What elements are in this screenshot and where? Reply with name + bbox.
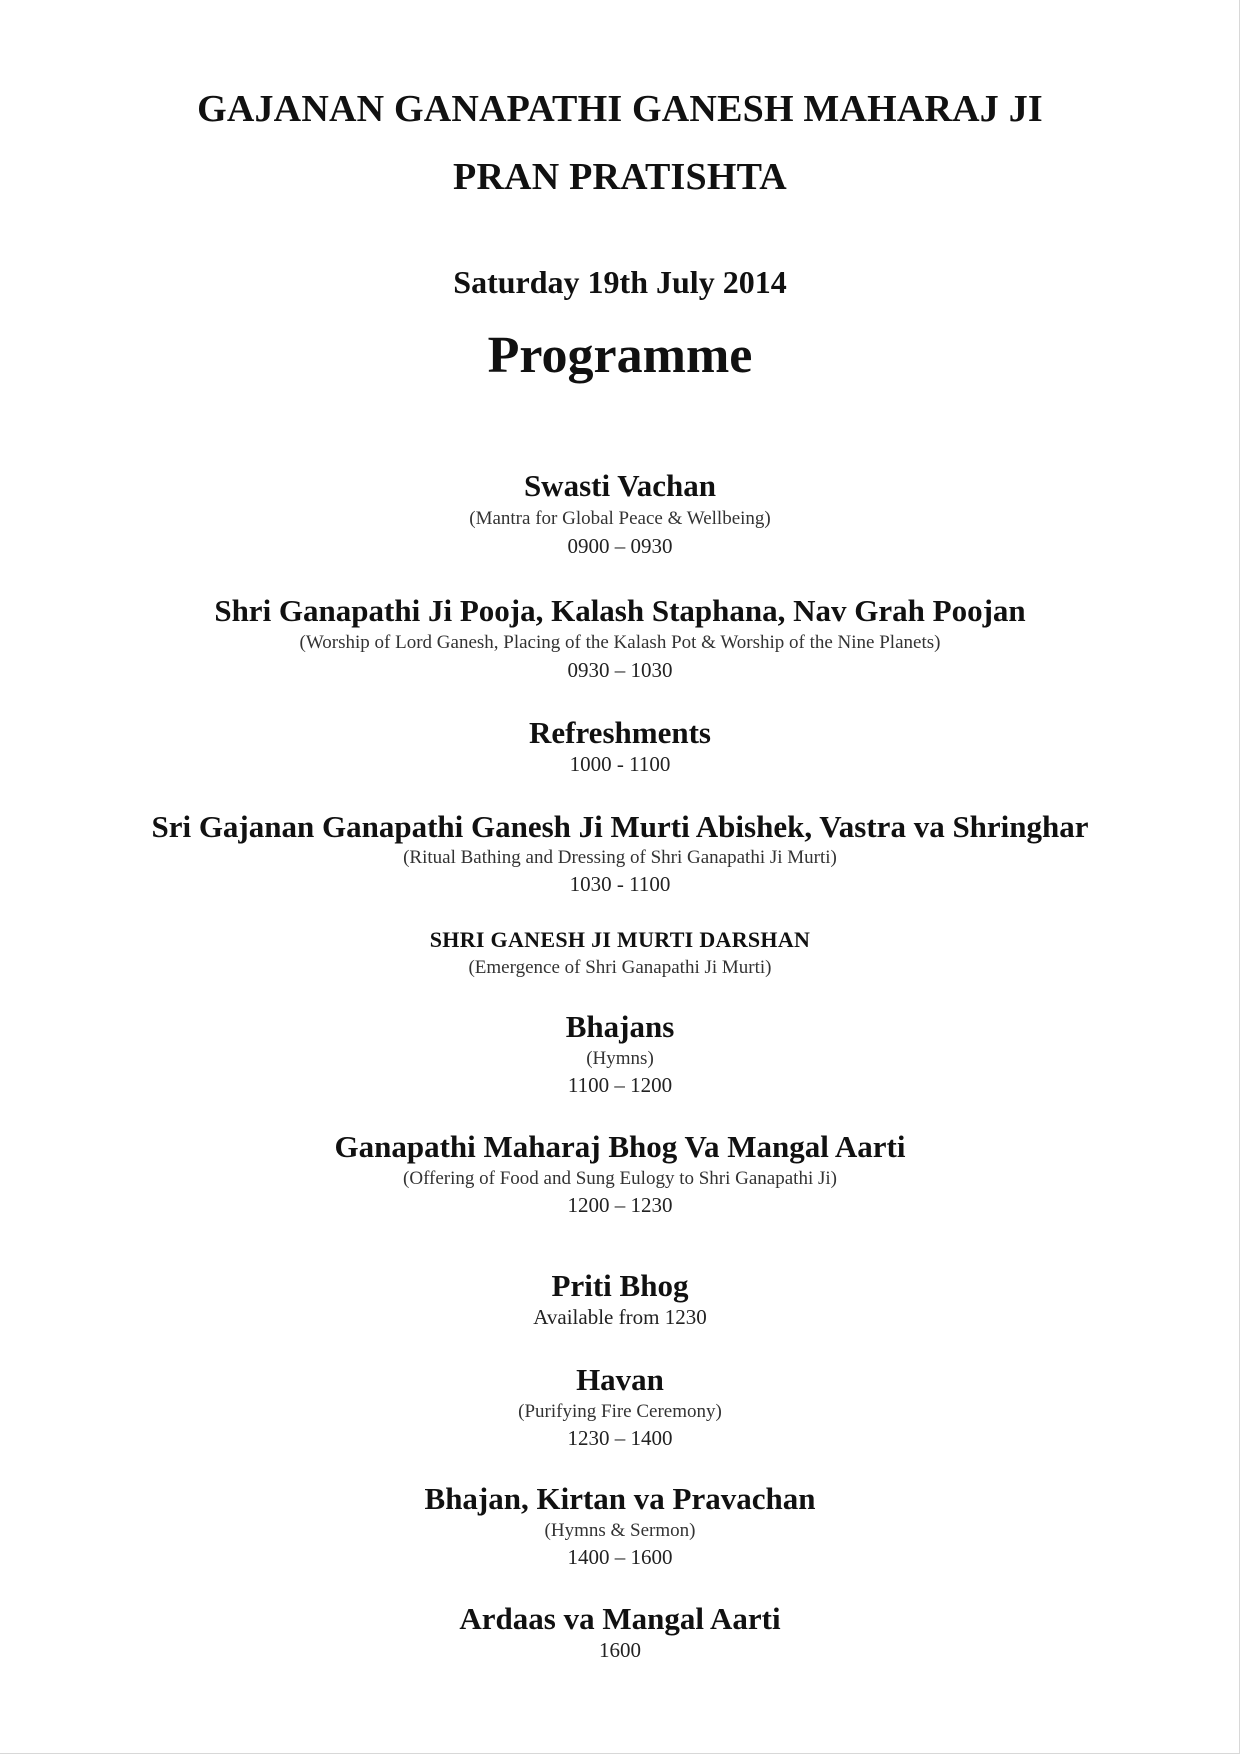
title-line-2: PRAN PRATISHTA <box>453 156 787 198</box>
item-title: Ganapathi Maharaj Bhog Va Mangal Aarti <box>334 1129 906 1164</box>
item-time: 1030 - 1100 <box>569 872 671 896</box>
item-subtitle: (Offering of Food and Sung Eulogy to Shri Ganapathi Ji) <box>403 1168 837 1189</box>
item-time: 1230 – 1400 <box>567 1426 673 1450</box>
item-title: Bhajans <box>565 1009 675 1044</box>
item-time: 0930 – 1030 <box>567 658 673 682</box>
title-line-1: GAJANAN GANAPATHI GANESH MAHARAJ JI <box>197 88 1043 130</box>
item-subtitle: (Hymns) <box>586 1048 654 1069</box>
item-title: Bhajan, Kirtan va Pravachan <box>424 1481 816 1516</box>
item-time: 0900 – 0930 <box>567 534 673 558</box>
item-subtitle: (Ritual Bathing and Dressing of Shri Ganapathi Ji Murti) <box>403 847 837 868</box>
item-title: Havan <box>576 1362 664 1397</box>
item-title: Refreshments <box>529 715 711 750</box>
item-title: Sri Gajanan Ganapathi Ganesh Ji Murti Abishek, Vastra va Shringhar <box>151 809 1089 844</box>
item-title: Priti Bhog <box>551 1268 689 1303</box>
item-subtitle: (Purifying Fire Ceremony) <box>518 1401 722 1422</box>
item-time: 1000 - 1100 <box>569 752 671 776</box>
item-title: Swasti Vachan <box>523 468 717 503</box>
item-time: 1600 <box>599 1638 641 1662</box>
item-subtitle: (Hymns & Sermon) <box>544 1520 696 1541</box>
item-title: Ardaas va Mangal Aarti <box>459 1601 781 1636</box>
item-time: 1100 – 1200 <box>567 1073 673 1097</box>
event-date: Saturday 19th July 2014 <box>453 264 787 300</box>
item-subtitle: (Emergence of Shri Ganapathi Ji Murti) <box>468 957 772 978</box>
item-subtitle: (Mantra for Global Peace & Wellbeing) <box>469 508 771 529</box>
item-subtitle: (Worship of Lord Ganesh, Placing of the Kalash Pot & Worship of the Nine Planets) <box>299 632 941 653</box>
item-time: 1400 – 1600 <box>567 1545 673 1569</box>
programme-heading: Programme <box>487 327 753 384</box>
item-time: Available from 1230 <box>533 1305 707 1329</box>
item-time: 1200 – 1230 <box>567 1193 673 1217</box>
item-title: Shri Ganapathi Ji Pooja, Kalash Staphana, Nav Grah Poojan <box>214 593 1026 628</box>
item-title: SHRI GANESH JI MURTI DARSHAN <box>429 927 811 952</box>
